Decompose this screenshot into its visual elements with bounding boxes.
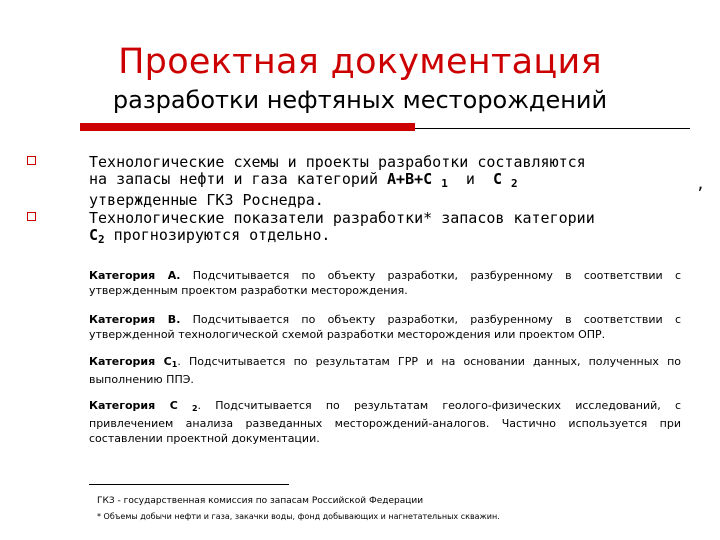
slide-title: Проектная документация [118,42,602,82]
category-text: . Подсчитывается по результатам геолого-физических исследований, с привлечением анализа разведанных месторождений-аналогов. Частично используется при составлении проектной документации. [89,399,681,445]
bullet-1-line-2-text: на запасы нефти и газа категорий [89,170,388,188]
footnote-asterisk: * Объемы добычи нефти и газа, закачки воды, фонд добывающих и нагнетательных скважин. [97,512,500,521]
category-a-description [89,268,681,298]
bullet-2-line-2-text: прогнозируются отдельно. [104,226,331,244]
bullet-square-icon [27,212,36,221]
category-b-description [89,312,681,342]
footnote-divider [89,484,289,485]
trailing-comma: , [696,175,706,193]
category-text: . Подсчитывается по результатам ГРР и на основании данных, полученных по выполнению ППЭ. [89,355,681,386]
subscript-2: 2 [98,233,105,246]
category-label: Категория С [89,399,178,412]
category-text: Подсчитывается по объекту разработки, разбуренному в соответствии с утвержденным проектом разработки месторождения. [89,269,681,297]
bullet-paragraph-2 [89,210,679,248]
bullet-1-line-3: утвержденные ГКЗ Роснедра. [89,191,324,209]
bullet-2-line-2 [89,227,679,248]
categories-abc: А+В+С [387,170,433,188]
bullet-1-line-2 [89,171,679,192]
slide-subtitle: разработки нефтяных месторождений [112,86,608,114]
category-c-letter: С [492,170,503,188]
category-text: Подсчитывается по объекту разработки, разбуренному в соответствии с утвержденной технологической схемой разработки месторождения или проектом ОПР. [89,313,681,341]
bullet-square-icon [27,156,36,165]
footnote-gkz: ГКЗ - государственная комиссия по запасам Российской Федерации [97,496,424,506]
joiner-word: и [465,170,475,188]
bullet-paragraph-1 [89,154,679,209]
category-c-letter: С [89,226,99,244]
bullet-2-line-1: Технологические показатели разработки* запасов категории [89,209,595,227]
subscript-1: 1 [441,177,448,190]
category-label: Категория С [89,355,172,368]
category-label: Категория В. [89,313,181,326]
title-accent-bar [80,123,415,131]
bullet-1-line-1: Технологические схемы и проекты разработки составляются [89,153,586,171]
category-label: Категория А. [89,269,181,282]
category-c1-description [89,354,681,387]
category-c2-description [89,398,681,446]
category-subscript: 1 [171,360,178,369]
category-subscript: 2 [191,404,198,413]
subscript-2: 2 [511,177,518,190]
